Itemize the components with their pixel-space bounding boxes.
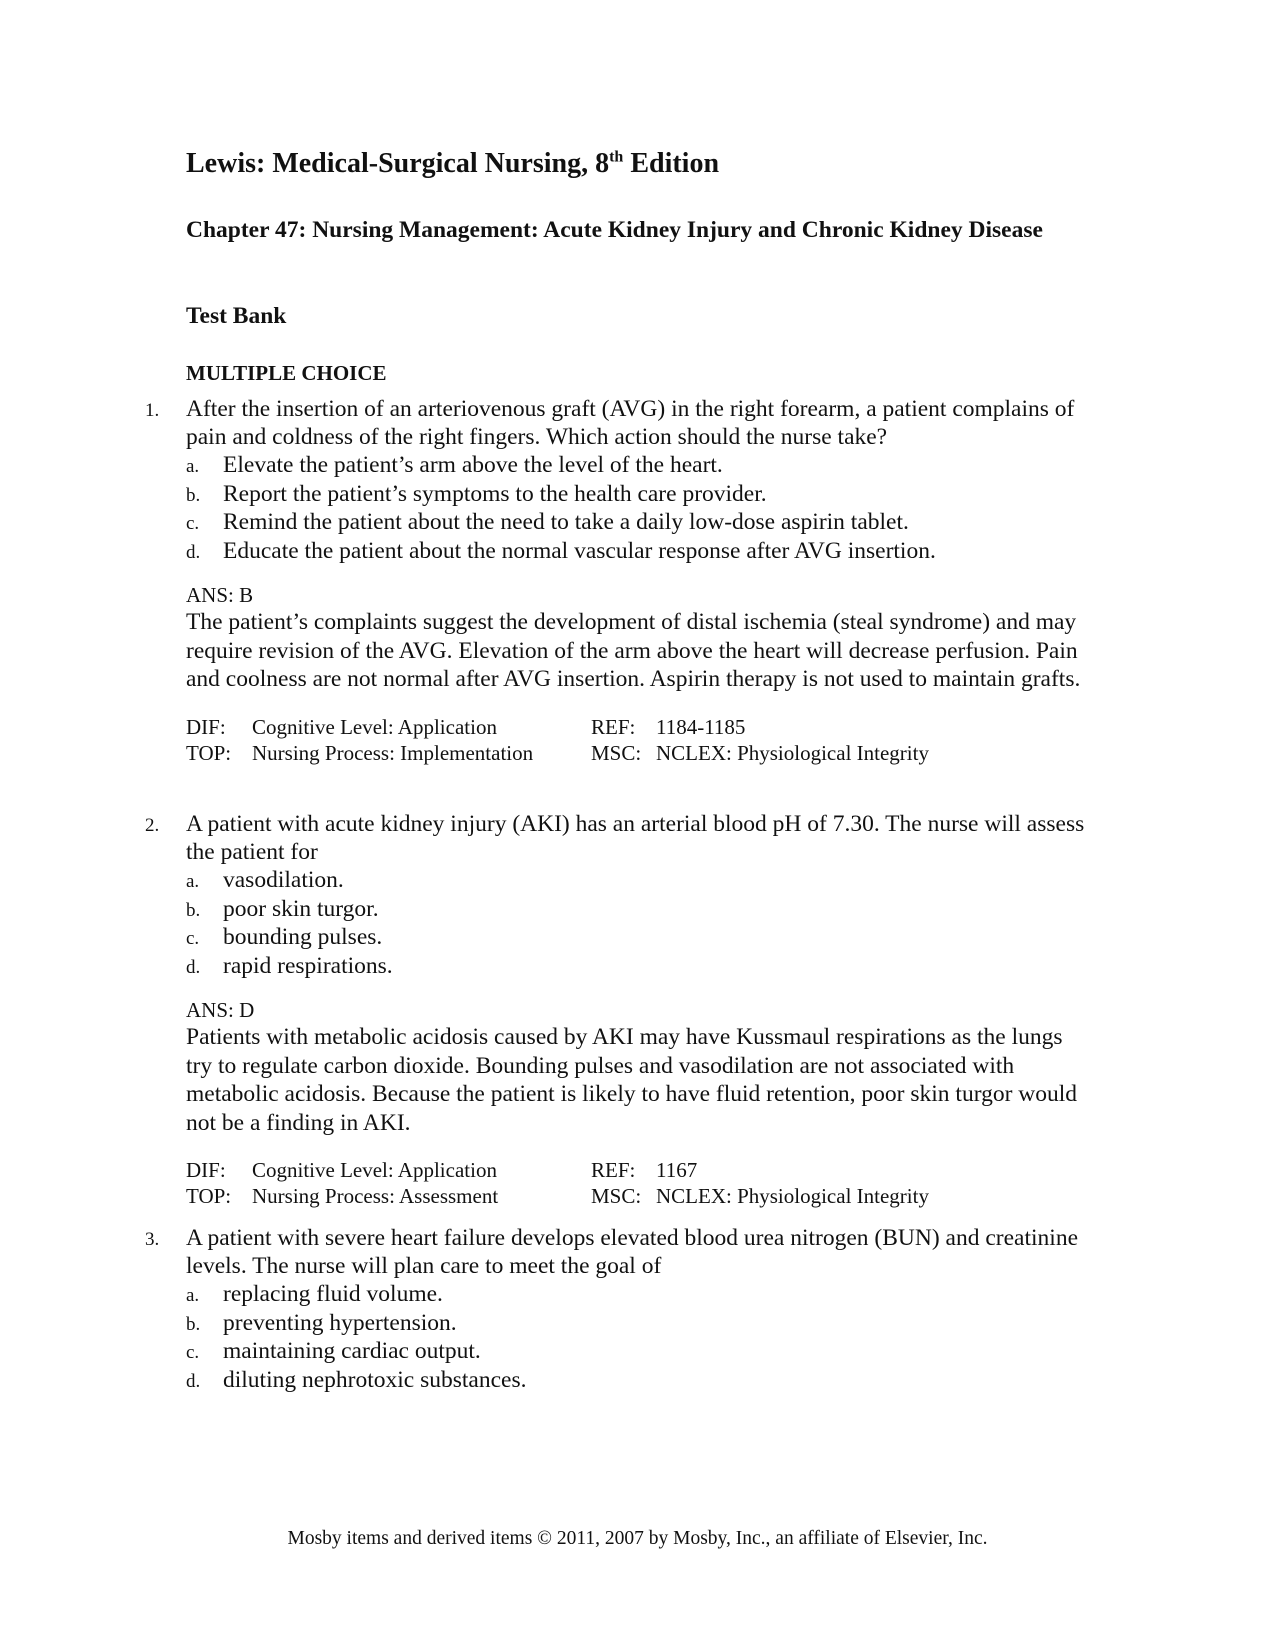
option-letter: c. <box>186 928 200 949</box>
answer-block <box>186 997 1095 1209</box>
test-bank-heading: Test Bank <box>186 303 287 329</box>
dif-value: Cognitive Level: Application <box>252 1158 497 1182</box>
dif-label: DIF: <box>186 1158 226 1182</box>
option-text: Remind the patient about the need to take a daily low-dose aspirin tablet. <box>223 509 909 535</box>
option-b <box>186 1309 1095 1338</box>
ref-value: 1184-1185 <box>656 714 746 739</box>
option-d <box>186 952 1095 981</box>
question-stem: A patient with acute kidney injury (AKI) has an arterial blood pH of 7.30. The nurse will assess the patient for <box>186 811 1085 865</box>
question-stem: After the insertion of an arteriovenous graft (AVG) in the right forearm, a patient complains of pain and coldness of the right fingers. Which action should the nurse take? <box>186 396 1075 450</box>
ref-value: 1167 <box>656 1158 698 1182</box>
book-title <box>186 146 719 182</box>
option-b <box>186 895 1095 924</box>
edition-superscript: th <box>609 148 624 166</box>
copyright-footer: Mosby items and derived items © 2011, 2007 by Mosby, Inc., an affiliate of Elsevier, Inc. <box>287 1528 988 1549</box>
msc-value: NCLEX: Physiological Integrity <box>656 1184 929 1208</box>
rationale-text: The patient’s complaints suggest the development of distal ischemia (steal syndrome) and may require revision of the AVG. Elevation of the arm above the heart will decrease perfusion. Pain and coolness are not normal after AVG insertion. Aspirin therapy is not used to maintain grafts. <box>186 609 1081 692</box>
question-stem: A patient with severe heart failure develops elevated blood urea nitrogen (BUN) and creatinine levels. The nurse will plan care to meet the goal of <box>186 1225 1079 1279</box>
option-c <box>186 923 1095 952</box>
chapter-title: Chapter 47: Nursing Management: Acute Kidney Injury and Chronic Kidney Disease <box>186 217 1043 243</box>
edition-suffix: Edition <box>623 148 720 179</box>
ref-label: REF: <box>591 714 636 739</box>
option-text: rapid respirations. <box>223 952 393 979</box>
msc-value: NCLEX: Physiological Integrity <box>656 740 929 765</box>
option-text: Report the patient’s symptoms to the health care provider. <box>223 480 767 507</box>
answer-key: ANS: B <box>186 583 254 607</box>
top-label: TOP: <box>186 740 232 765</box>
option-letter: a. <box>186 456 200 477</box>
msc-label: MSC: <box>591 1184 642 1208</box>
option-text: preventing hypertension. <box>223 1309 457 1336</box>
question-number: 2. <box>145 815 160 836</box>
option-letter: c. <box>186 513 200 534</box>
question-number: 3. <box>145 1229 160 1250</box>
msc-label: MSC: <box>591 740 642 765</box>
question-number: 1. <box>145 400 160 421</box>
options-list <box>186 451 1095 565</box>
option-text: Educate the patient about the normal vascular response after AVG insertion. <box>223 537 936 564</box>
option-text: replacing fluid volume. <box>223 1281 443 1307</box>
option-d <box>186 537 1095 566</box>
answer-block <box>186 582 1095 766</box>
option-letter: a. <box>186 871 200 892</box>
option-letter: d. <box>186 1370 201 1392</box>
option-a <box>186 866 1095 895</box>
dif-label: DIF: <box>186 714 226 739</box>
option-text: diluting nephrotoxic substances. <box>223 1366 527 1393</box>
question-1 <box>145 395 1095 766</box>
option-letter: b. <box>186 1313 201 1335</box>
option-text: maintaining cardiac output. <box>223 1338 481 1364</box>
book-title-text: Lewis: Medical-Surgical Nursing, 8 <box>186 148 610 179</box>
top-value: Nursing Process: Assessment <box>252 1184 499 1208</box>
option-a <box>186 451 1095 480</box>
options-list <box>186 1280 1095 1394</box>
question-metadata <box>186 1157 1095 1209</box>
question-metadata <box>186 714 1095 766</box>
option-letter: c. <box>186 1342 200 1363</box>
option-text: vasodilation. <box>223 867 344 893</box>
option-letter: a. <box>186 1285 200 1306</box>
option-a <box>186 1280 1095 1309</box>
section-heading: MULTIPLE CHOICE <box>186 361 387 385</box>
question-3 <box>145 1224 1095 1394</box>
dif-value: Cognitive Level: Application <box>252 714 497 739</box>
option-letter: b. <box>186 484 201 506</box>
option-b <box>186 480 1095 509</box>
top-value: Nursing Process: Implementation <box>252 740 534 765</box>
ref-label: REF: <box>591 1158 636 1182</box>
rationale-text: Patients with metabolic acidosis caused by AKI may have Kussmaul respirations as the lungs try to regulate carbon dioxide. Bounding pulses and vasodilation are not associated with metabolic acidosis. Because the patient is likely to have fluid retention, poor skin turgor would not be a finding in AKI. <box>186 1024 1078 1136</box>
option-letter: d. <box>186 956 201 978</box>
option-text: bounding pulses. <box>223 924 383 950</box>
option-letter: b. <box>186 899 201 921</box>
option-letter: d. <box>186 541 201 563</box>
option-c <box>186 1337 1095 1366</box>
options-list <box>186 866 1095 980</box>
option-text: poor skin turgor. <box>223 895 379 922</box>
option-c <box>186 508 1095 537</box>
top-label: TOP: <box>186 1184 232 1208</box>
answer-key: ANS: D <box>186 998 255 1022</box>
option-d <box>186 1366 1095 1395</box>
question-2 <box>145 810 1095 1209</box>
option-text: Elevate the patient’s arm above the level of the heart. <box>223 452 723 478</box>
